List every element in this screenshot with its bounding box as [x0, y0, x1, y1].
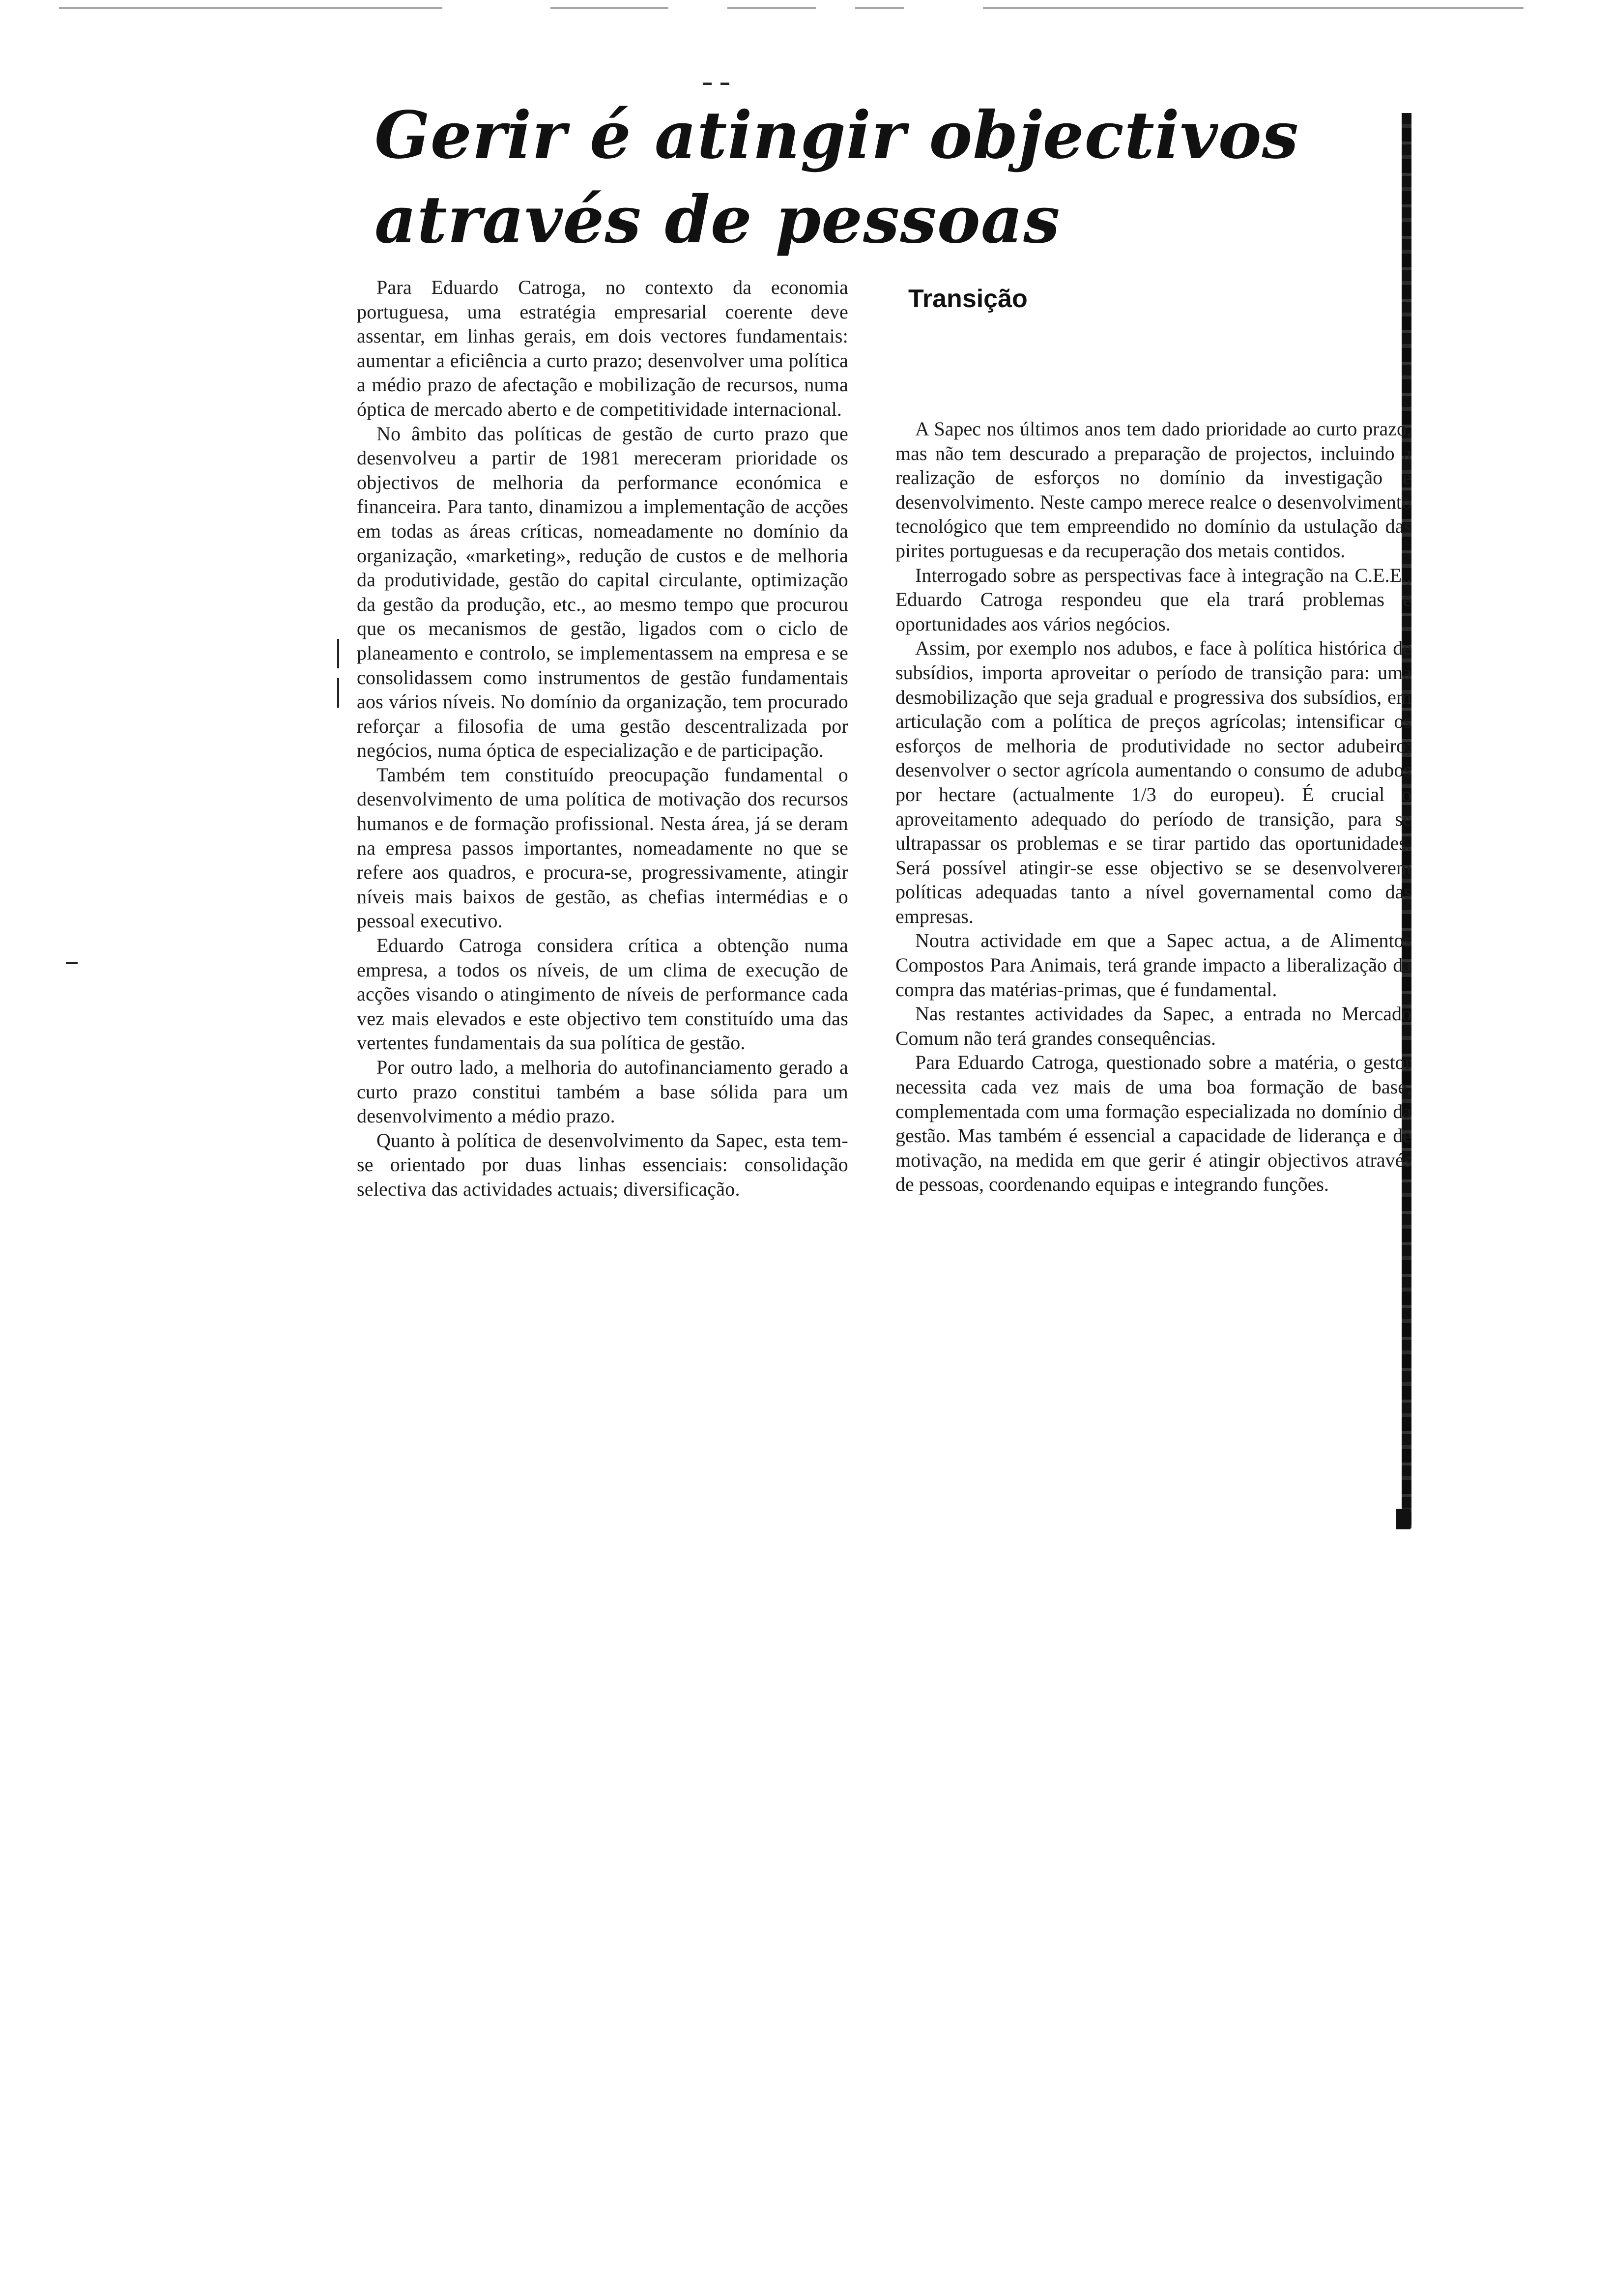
headline-dash-2 [720, 83, 729, 85]
left-paragraph-2: No âmbito das políticas de gestão de curto prazo que desenvolveu a partir de 1981 mereceram prioridade os objectivos de melhoria da performance económica e financeira. Para tanto, dinamizou a implementação de acções em todas as áreas críticas, nomeadamente no domínio da organização, «marketing», redução de custos e de melhoria da produtividade, gestão do capital circulante, optimização da gestão da produção, etc., ao mesmo tempo que procurou que os mecanismos de gestão, ligados com o ciclo de planeamento e controlo, se implementassem na empresa e se consolidassem como instrumentos de gestão fundamentais aos vários níveis. No domínio da organização, tem procurado reforçar a filosofia de uma gestão descentralizada por negócios, numa óptica de especialização e de participação. [357, 422, 848, 762]
right-paragraph-6: Para Eduardo Catroga, questionado sobre a matéria, o gestor necessita cada vez mais de uma boa formação de base, complementada com uma formação especializada no domínio da gestão. Mas também é essencial a capacidade de liderança e de motivação, na medida em que gerir é atingir objectivos através de pessoas, coordenando equipas e integrando funções. [895, 1051, 1411, 1196]
right-paragraph-5: Nas restantes actividades da Sapec, a entrada no Mercado Comum não terá grandes consequências. [895, 1003, 1411, 1049]
left-paragraph-4: Eduardo Catroga considera crítica a obtenção numa empresa, a todos os níveis, de um clima de execução de acções visando o atingimento de níveis de performance cada vez mais elevados e este objectivo tem constituído uma das vertentes fundamentais da sua política de gestão. [357, 934, 848, 1054]
right-paragraph-4: Noutra actividade em que a Sapec actua, a de Alimentos Compostos Para Animais, terá grande impacto a liberalização da compra das matérias-primas, que é fundamental. [895, 929, 1411, 1001]
article-headline: Gerir é atingir objectivos através de pessoas [374, 97, 1299, 258]
left-column [357, 275, 848, 1202]
headline-dash-1 [703, 83, 712, 85]
left-paragraph-3: Também tem constituído preocupação fundamental o desenvolvimento de uma política de motivação dos recursos humanos e de formação profissional. Nesta área, já se deram na empresa passos importantes, nomeadamente no que se refere aos quadros, e procura-se, progressivamente, atingir níveis mais baixos de gestão, as chefias intermédias e o pessoal executivo. [357, 763, 848, 932]
scan-top-rule-4 [855, 7, 904, 9]
right-paragraph-3: Assim, por exemplo nos adubos, e face à política histórica de subsídios, importa aproveitar o período de transição para: uma desmobilização que seja gradual e progressiva dos subsídios, em articulação com a política de preços agrícolas; intensificar os esforços de melhoria de produtividade no sector adubeiro; desenvolver o sector agrícola aumentando o consumo de adubos por hectare (actualmente 1/3 do europeu). É crucial o aproveitamento adequado do período de transição, para se ultrapassar os problemas e se tirar partido das oportunidades. Será possível atingir-se esse objectivo se se desenvolverem políticas adequadas tanto a nível governamental como das empresas. [895, 637, 1411, 927]
scan-top-rule-3 [727, 7, 816, 9]
scan-top-rule-1 [59, 7, 442, 9]
right-paragraph-2: Interrogado sobre as perspectivas face à integração na C.E.E., Eduardo Catroga respondeu que ela trará problemas e oportunidades aos vários negócios. [895, 564, 1411, 635]
left-paragraph-6: Quanto à política de desenvolvimento da Sapec, esta tem-se orientado por duas linhas essenciais: consolidação selectiva das actividades actuais; diversificação. [357, 1129, 848, 1200]
left-margin-tick-2 [337, 678, 339, 708]
left-paragraph-1: Para Eduardo Catroga, no contexto da economia portuguesa, uma estratégia empresarial coerente deve assentar, em linhas gerais, em dois vectores fundamentais: aumentar a eficiência a curto prazo; desenvolver uma política a médio prazo de afectação e mobilização de recursos, numa óptica de mercado aberto e de competitividade internacional. [357, 276, 848, 420]
left-scan-mark [66, 962, 78, 964]
left-paragraph-5: Por outro lado, a melhoria do autofinanciamento gerado a curto prazo constitui também a base sólida para um desenvolvimento a médio prazo. [357, 1056, 848, 1127]
left-margin-tick-1 [337, 639, 339, 668]
scan-top-rule-5 [983, 7, 1524, 9]
right-paragraph-1: A Sapec nos últimos anos tem dado prioridade ao curto prazo, mas não tem descurado a preparação de projectos, incluindo a realização de esforços no domínio da investigação e desenvolvimento. Neste campo merece realce o desenvolvimento tecnológico que tem empreendido no domínio da ustulação das pirites portuguesas e da recuperação dos metais contidos. [895, 418, 1411, 562]
right-page-edge-tail [1396, 1509, 1410, 1529]
right-column [895, 417, 1411, 1197]
section-subheading: Transição [908, 285, 1028, 313]
scan-top-rule-2 [550, 7, 668, 9]
